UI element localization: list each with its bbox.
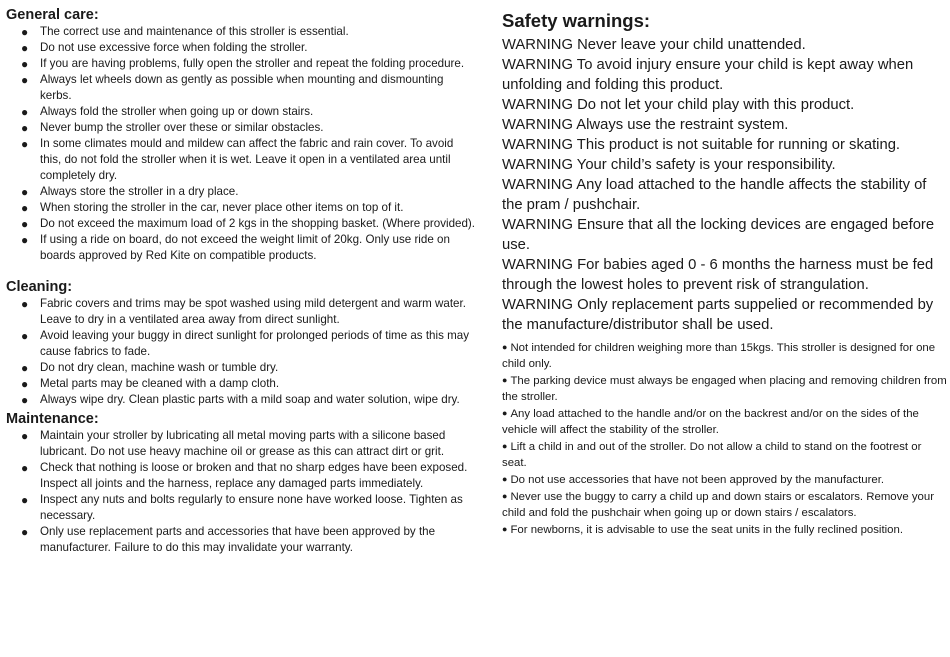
general-care-list <box>6 24 476 264</box>
maintenance-heading: Maintenance: <box>6 411 99 427</box>
warning-item: WARNING To avoid injury ensure your child is kept away when unfolding and folding this product. <box>502 57 914 93</box>
list-item: ● Do not use excessive force when folding the stroller. <box>6 40 476 56</box>
list-item: ● The correct use and maintenance of this stroller is essential. <box>6 24 476 40</box>
bullet-icon: ● <box>502 441 508 451</box>
note-item <box>502 372 948 405</box>
note-text: The parking device must always be engaged when placing and removing children from the stroller. <box>502 375 947 403</box>
list-item: ● In some climates mould and mildew can affect the fabric and rain cover. To avoid this, do not fold the stroller when it is wet. Leave it open in a ventilated area until completely dry. <box>6 136 476 184</box>
note-item <box>502 471 948 488</box>
warning-item: WARNING Ensure that all the locking devices are engaged before use. <box>502 217 935 253</box>
list-item: ● Fabric covers and trims may be spot washed using mild detergent and warm water. Leave to dry in a ventilated area away from direct sunlight. <box>6 296 476 328</box>
list-item: ● When storing the stroller in the car, never place other items on top of it. <box>6 200 476 216</box>
warning-item: WARNING For babies aged 0 - 6 months the harness must be fed through the lowest holes to prevent risk of strangulation. <box>502 257 934 293</box>
list-item: ● Never bump the stroller over these or similar obstacles. <box>6 120 476 136</box>
warnings-list <box>502 35 948 335</box>
note-text: Not intended for children weighing more than 15kgs. This stroller is designed for one child only. <box>502 342 936 370</box>
cleaning-list <box>6 296 476 408</box>
list-item: ● Inspect any nuts and bolts regularly to ensure none have worked loose. Tighten as necessary. <box>6 492 476 524</box>
list-item: ● If you are having problems, fully open the stroller and repeat the folding procedure. <box>6 56 476 72</box>
note-text: For newborns, it is advisable to use the seat units in the fully reclined position. <box>510 524 903 536</box>
warning-item: WARNING Always use the restraint system. <box>502 117 789 133</box>
list-item: ● Metal parts may be cleaned with a damp cloth. <box>6 376 476 392</box>
left-column <box>6 6 476 556</box>
list-item: ● Check that nothing is loose or broken and that no sharp edges have been exposed. Inspect all joints and the harness, replace any damaged parts immediately. <box>6 460 476 492</box>
bullet-icon: ● <box>502 375 508 385</box>
warning-item: WARNING Only replacement parts suppelied or recommended by the manufacture/distributor shall be used. <box>502 297 934 333</box>
bullet-icon: ● <box>502 524 508 534</box>
maintenance-list <box>6 428 476 556</box>
warning-item: WARNING This product is not suitable for running or skating. <box>502 137 901 153</box>
list-item: ● Maintain your stroller by lubricating all metal moving parts with a silicone based lubricant. Do not use heavy machine oil or grease as this can attract dirt or grit. <box>6 428 476 460</box>
safety-heading: Safety warnings: <box>502 10 651 31</box>
general-care-section <box>6 6 476 264</box>
note-text: Do not use accessories that have not been approved by the manufacturer. <box>510 474 885 486</box>
warning-item: WARNING Do not let your child play with this product. <box>502 97 855 113</box>
list-item: ● If using a ride on board, do not exceed the weight limit of 20kg. Only use ride on boards approved by Red Kite on compatible products. <box>6 232 476 264</box>
warning-item: WARNING Never leave your child unattended. <box>502 37 806 53</box>
list-item: ● Only use replacement parts and accessories that have been approved by the manufacturer. Failure to do this may invalidate your warranty. <box>6 524 476 556</box>
note-item <box>502 438 948 471</box>
bullet-icon: ● <box>502 342 508 352</box>
note-text: Any load attached to the handle and/or on the backrest and/or on the sides of the vehicle will affect the stability of the stroller. <box>502 408 919 436</box>
note-item <box>502 521 948 538</box>
general-care-heading: General care: <box>6 7 99 23</box>
note-item <box>502 488 948 521</box>
note-item <box>502 405 948 438</box>
note-text: Never use the buggy to carry a child up and down stairs or escalators. Remove your child and fold the pushchair when going up or down stairs / escalators. <box>502 491 934 519</box>
notes-list <box>502 339 948 538</box>
cleaning-section <box>6 278 476 408</box>
list-item: ● Always store the stroller in a dry place. <box>6 184 476 200</box>
list-item: ● Always wipe dry. Clean plastic parts with a mild soap and water solution, wipe dry. <box>6 392 476 408</box>
cleaning-heading: Cleaning: <box>6 279 73 295</box>
list-item: ● Always let wheels down as gently as possible when mounting and dismounting kerbs. <box>6 72 476 104</box>
right-column <box>502 10 948 538</box>
list-item: ● Avoid leaving your buggy in direct sunlight for prolonged periods of time as this may cause fabrics to fade. <box>6 328 476 360</box>
list-item: ● Always fold the stroller when going up or down stairs. <box>6 104 476 120</box>
list-item: ● Do not dry clean, machine wash or tumble dry. <box>6 360 476 376</box>
note-item <box>502 339 948 372</box>
bullet-icon: ● <box>502 491 508 501</box>
bullet-icon: ● <box>502 408 508 418</box>
warning-item: WARNING Any load attached to the handle affects the stability of the pram / pushchair. <box>502 177 927 213</box>
warning-item: WARNING Your child’s safety is your responsibility. <box>502 157 836 173</box>
list-item: ● Do not exceed the maximum load of 2 kgs in the shopping basket. (Where provided). <box>6 216 476 232</box>
note-text: Lift a child in and out of the stroller. Do not allow a child to stand on the footrest or seat. <box>502 441 922 469</box>
maintenance-section <box>6 410 476 556</box>
bullet-icon: ● <box>502 474 508 484</box>
